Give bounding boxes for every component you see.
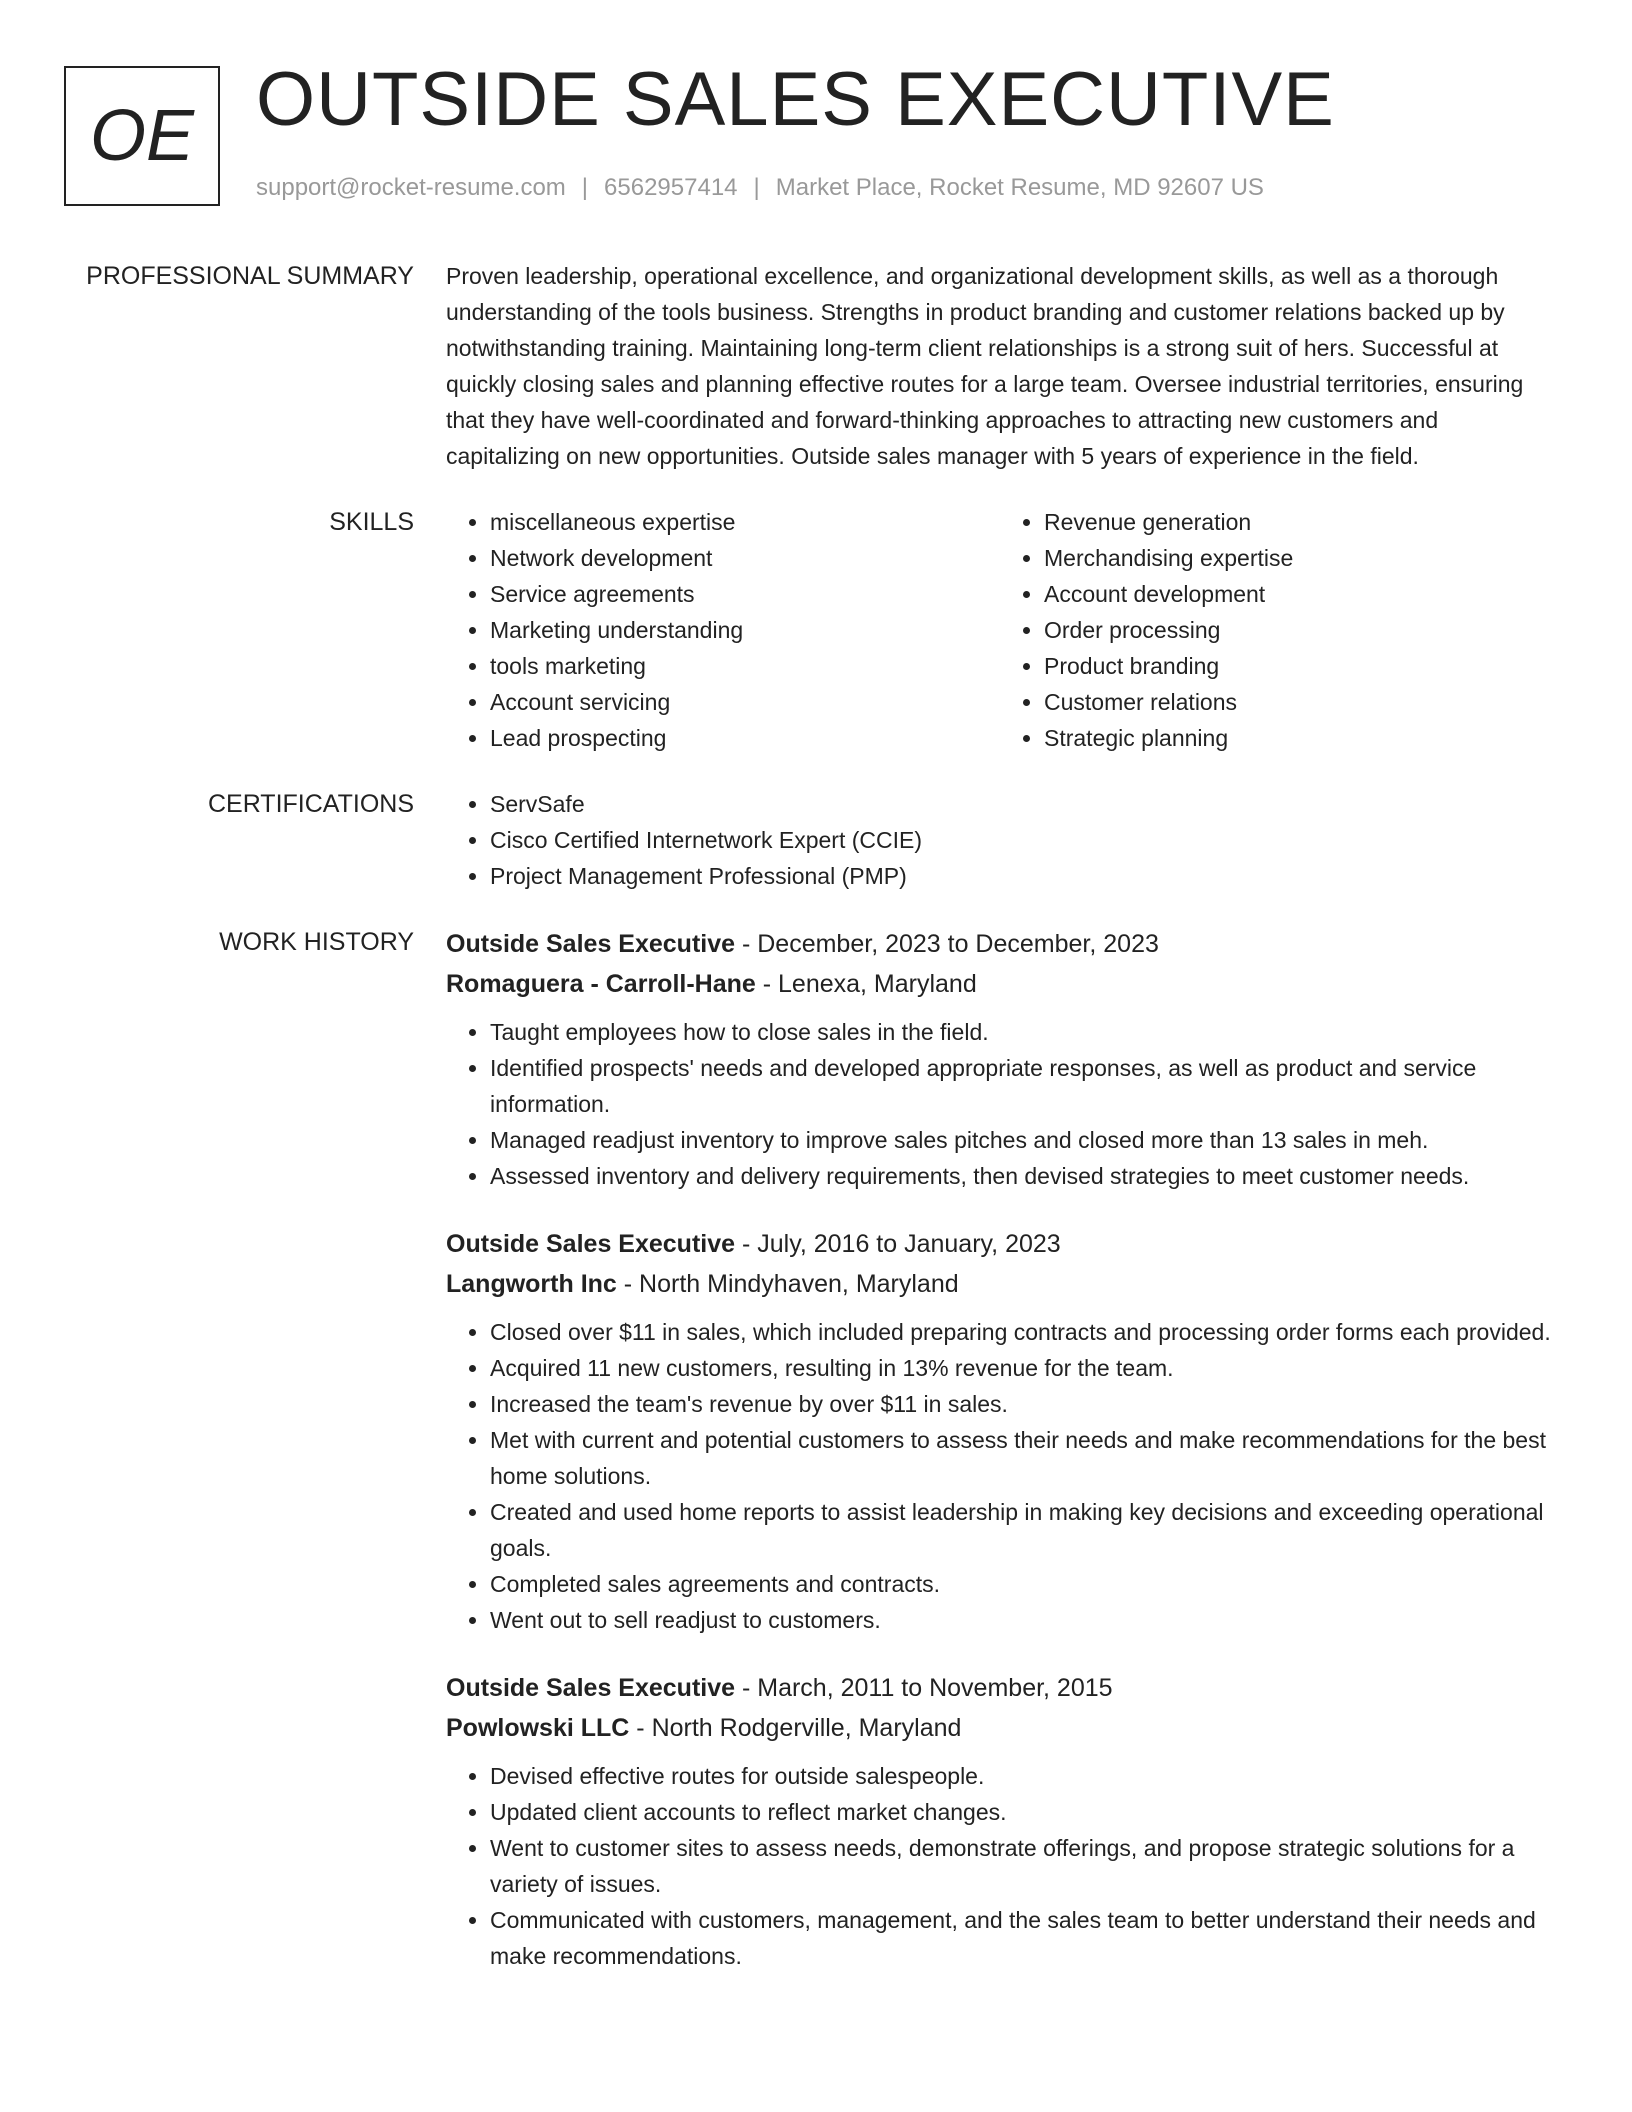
section-label: SKILLS <box>329 508 414 536</box>
job-bullet: • Communicated with customers, management, and the sales team to better understand their needs and make recommendations. <box>490 1902 1554 1974</box>
skill-item: • Order processing <box>1044 612 1554 648</box>
job-bullet: • Closed over $11 in sales, which included preparing contracts and processing order forms each provided. <box>490 1314 1554 1350</box>
skill-item: • Service agreements <box>490 576 1000 612</box>
skill-item: • Account servicing <box>490 684 1000 720</box>
monogram: OE <box>64 66 220 206</box>
skills-section <box>64 504 1564 756</box>
certification-item: • Project Management Professional (PMP) <box>490 858 1554 894</box>
job-bullet: • Met with current and potential customers to assess their needs and make recommendations for the best home solutions. <box>490 1422 1554 1494</box>
skill-item: • tools marketing <box>490 648 1000 684</box>
skill-item: • Network development <box>490 540 1000 576</box>
job-bullet: • Went out to sell readjust to customers. <box>490 1602 1554 1638</box>
contact-email[interactable]: support@rocket-resume.com <box>256 174 566 201</box>
job-bullet: • Assessed inventory and delivery requirements, then devised strategies to meet customer needs. <box>490 1158 1554 1194</box>
job-company: Langworth Inc <box>446 1270 617 1298</box>
job-title-line <box>446 1668 1554 1708</box>
job-bullet: • Devised effective routes for outside salespeople. <box>490 1758 1554 1794</box>
job-title: Outside Sales Executive <box>446 930 736 958</box>
skill-item: • Merchandising expertise <box>1044 540 1554 576</box>
contact-separator: | <box>753 174 760 201</box>
certifications-section <box>64 786 1564 894</box>
contact-separator: | <box>581 174 589 201</box>
job-dates: - July, 2016 to January, 2023 <box>735 1230 1061 1258</box>
job-company: Romaguera - Carroll-Hane <box>446 970 756 998</box>
job-bullet: • Increased the team's revenue by over $11 in sales. <box>490 1386 1554 1422</box>
skill-item: • Product branding <box>1044 648 1554 684</box>
job-company-line <box>446 1264 1554 1304</box>
job-bullet: • Completed sales agreements and contracts. <box>490 1566 1554 1602</box>
job-bullet: • Managed readjust inventory to improve sales pitches and closed more than 13 sales in meh. <box>490 1122 1554 1158</box>
job-bullet: • Taught employees how to close sales in the field. <box>490 1014 1554 1050</box>
skills-body <box>446 504 1554 756</box>
skills-list-left <box>446 504 1000 756</box>
job-entry <box>446 1668 1554 1974</box>
skill-item: • Marketing understanding <box>490 612 1000 648</box>
job-title: Outside Sales Executive <box>446 1230 736 1258</box>
certification-item: • ServSafe <box>490 786 1554 822</box>
contact-phone[interactable]: 6562957414 <box>604 174 738 201</box>
job-bullets <box>446 1314 1554 1638</box>
job-bullets <box>446 1014 1554 1194</box>
skill-item: • Strategic planning <box>1044 720 1554 756</box>
summary-body <box>446 258 1554 474</box>
job-title: Outside Sales Executive <box>446 1674 736 1702</box>
job-dates: - December, 2023 to December, 2023 <box>735 930 1159 958</box>
job-bullet: • Updated client accounts to reflect market changes. <box>490 1794 1554 1830</box>
certifications-list <box>446 786 1554 894</box>
page-title: OUTSIDE SALES EXECUTIVE <box>256 57 1335 142</box>
skill-item: • Lead prospecting <box>490 720 1000 756</box>
section-label: CERTIFICATIONS <box>207 790 414 818</box>
certifications-body <box>446 786 1554 894</box>
job-location: - North Rodgerville, Maryland <box>629 1714 962 1742</box>
section-label: WORK HISTORY <box>219 928 414 956</box>
contact-address: Market Place, Rocket Resume, MD 92607 US <box>775 174 1264 201</box>
job-bullet: • Went to customer sites to assess needs, demonstrate offerings, and propose strategic solutions for a variety of issues. <box>490 1830 1554 1902</box>
job-entry <box>446 924 1554 1194</box>
job-dates: - March, 2011 to November, 2015 <box>735 1674 1113 1702</box>
work-history-section <box>64 924 1564 2004</box>
job-entry <box>446 1224 1554 1638</box>
job-bullet: • Identified prospects' needs and developed appropriate responses, as well as product and service information. <box>490 1050 1554 1122</box>
skill-item: • Account development <box>1044 576 1554 612</box>
job-bullet: • Created and used home reports to assist leadership in making key decisions and exceeding operational goals. <box>490 1494 1554 1566</box>
resume-content <box>64 258 1564 2034</box>
job-company-line <box>446 964 1554 1004</box>
job-title-line <box>446 924 1554 964</box>
job-bullet: • Acquired 11 new customers, resulting in 13% revenue for the team. <box>490 1350 1554 1386</box>
certification-item: • Cisco Certified Internetwork Expert (CCIE) <box>490 822 1554 858</box>
skill-item: • miscellaneous expertise <box>490 504 1000 540</box>
job-title-line <box>446 1224 1554 1264</box>
section-label: PROFESSIONAL SUMMARY <box>86 262 414 290</box>
skill-item: • Revenue generation <box>1044 504 1554 540</box>
job-location: - North Mindyhaven, Maryland <box>616 1270 959 1298</box>
summary-section <box>64 258 1564 474</box>
skills-list-right <box>1000 504 1554 756</box>
summary-text: Proven leadership, operational excellence, and organizational development skills, as well as a thorough understanding of the tools business. Strengths in product branding and customer relations backed up by notwithstanding training. Maintaining long-term client relationships is a strong suit of hers. Successful at quickly closing sales and planning effective routes for a large team. Oversee industrial territories, ensuring that they have well-coordinated and forward-thinking approaches to attracting new customers and capitalizing on new opportunities. Outside sales manager with 5 years of experience in the field. <box>446 263 1524 469</box>
job-company-line <box>446 1708 1554 1748</box>
job-company: Powlowski LLC <box>446 1714 630 1742</box>
skill-item: • Customer relations <box>1044 684 1554 720</box>
contact-line <box>256 174 1264 202</box>
job-bullets <box>446 1758 1554 1974</box>
job-location: - Lenexa, Maryland <box>755 970 977 998</box>
work-history-body <box>446 924 1554 2004</box>
